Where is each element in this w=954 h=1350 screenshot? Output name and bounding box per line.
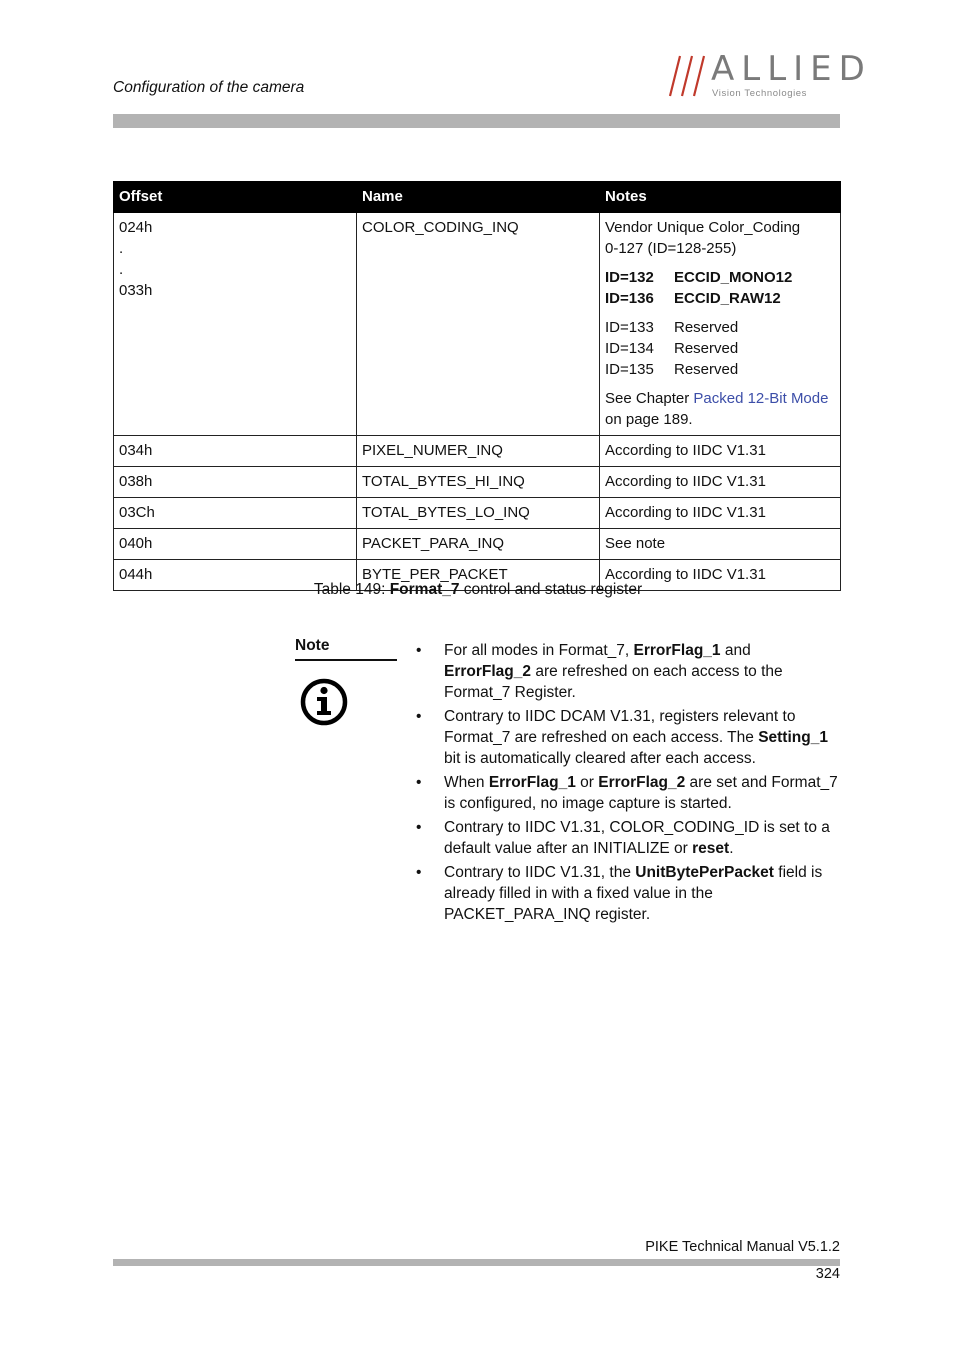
table-row xyxy=(114,436,841,467)
bold-id-row xyxy=(605,288,835,309)
notes-intro-line: 0-127 (ID=128-255) xyxy=(605,240,737,257)
bullet-bold-text: UnitBytePerPacket xyxy=(635,864,774,881)
offset-cell: 044h xyxy=(114,560,357,591)
bullet-bold-text: reset xyxy=(692,840,730,857)
bullet-text: . xyxy=(729,840,734,857)
offset-line: 024h xyxy=(119,219,153,236)
id-code: ID=132 xyxy=(605,269,654,286)
notes-intro xyxy=(605,217,835,259)
reserved-id-row xyxy=(605,359,835,380)
bullet-bold-text: Setting_1 xyxy=(758,729,828,746)
offset-cell xyxy=(114,213,357,436)
bold-id-row xyxy=(605,267,835,288)
see-chapter-suffix: on page 189. xyxy=(605,411,693,428)
chapter-link[interactable]: Packed 12-Bit Mode xyxy=(693,390,829,407)
reserved-id-row xyxy=(605,317,835,338)
notes-cell: See note xyxy=(600,529,841,560)
offset-cell: 034h xyxy=(114,436,357,467)
bullet-dot: • xyxy=(416,774,422,791)
note-rule xyxy=(295,659,397,661)
id-name: ECCID_RAW12 xyxy=(674,290,781,307)
id-name: Reserved xyxy=(674,361,739,378)
bullet-bold-text: ErrorFlag_2 xyxy=(598,774,686,791)
id-name: Reserved xyxy=(674,340,739,357)
notes-cell: According to IIDC V1.31 xyxy=(600,560,841,591)
name-cell: COLOR_CODING_INQ xyxy=(357,213,600,436)
bullet-text: When xyxy=(444,774,489,791)
caption-bold: Format_7 xyxy=(389,581,460,598)
reserved-id-list xyxy=(605,317,835,380)
header-rule xyxy=(113,114,840,128)
note-bullet-list xyxy=(416,640,842,928)
caption-suffix: control and status register xyxy=(459,581,643,598)
name-cell: PIXEL_NUMER_INQ xyxy=(357,436,600,467)
see-chapter xyxy=(605,388,835,430)
notes-cell xyxy=(600,213,841,436)
offset-cell: 038h xyxy=(114,467,357,498)
bullet-text: are set and Format_7 is configured, no image capture is started. xyxy=(444,774,838,812)
bullet-text: Contrary to IIDC V1.31, the xyxy=(444,864,636,881)
bullet-text: and xyxy=(720,642,751,659)
offset-line: 033h xyxy=(119,282,153,299)
notes-intro-line: Vendor Unique Color_Coding xyxy=(605,219,801,236)
table-caption xyxy=(0,581,954,599)
note-bullet-item xyxy=(416,862,842,925)
offset-line: . xyxy=(119,240,124,257)
note-label: Note xyxy=(295,637,330,654)
offset-line: . xyxy=(119,261,124,278)
table-row xyxy=(114,529,841,560)
footer-manual-title: PIKE Technical Manual V5.1.2 xyxy=(645,1239,840,1255)
logo-slashes-icon xyxy=(668,52,712,98)
name-cell: TOTAL_BYTES_HI_INQ xyxy=(357,467,600,498)
bullet-text: or xyxy=(575,774,599,791)
notes-cell: According to IIDC V1.31 xyxy=(600,436,841,467)
bullet-bold-text: ErrorFlag_1 xyxy=(488,774,576,791)
allied-logo xyxy=(668,49,872,102)
name-cell: TOTAL_BYTES_LO_INQ xyxy=(357,498,600,529)
page-header-title: Configuration of the camera xyxy=(113,79,305,96)
id-code: ID=133 xyxy=(605,319,654,336)
caption-prefix: Table 149: xyxy=(313,581,390,598)
bullet-text: field is already filled in with a fixed value in the PACKET_PARA_INQ register. xyxy=(444,864,823,923)
bold-id-list xyxy=(605,267,835,309)
page-number: 324 xyxy=(815,1266,840,1282)
id-name: ECCID_MONO12 xyxy=(674,269,793,286)
note-bullet-item xyxy=(416,772,842,814)
table-row xyxy=(114,498,841,529)
name-cell: BYTE_PER_PACKET xyxy=(357,560,600,591)
bullet-text: For all modes in Format_7, xyxy=(444,642,634,659)
table-header-row xyxy=(114,182,841,213)
header-offset: Offset xyxy=(114,182,357,213)
register-table xyxy=(113,181,841,591)
id-code: ID=134 xyxy=(605,340,654,357)
logo-word: ALLIED xyxy=(711,49,872,89)
table-row xyxy=(114,467,841,498)
bullet-dot: • xyxy=(416,708,422,725)
bullet-bold-text: ErrorFlag_2 xyxy=(444,663,532,680)
id-code: ID=135 xyxy=(605,361,654,378)
note-bullet-item xyxy=(416,640,842,703)
note-bullet-item xyxy=(416,706,842,769)
offset-cell: 040h xyxy=(114,529,357,560)
header-name: Name xyxy=(357,182,600,213)
footer-rule xyxy=(113,1259,840,1266)
name-cell: PACKET_PARA_INQ xyxy=(357,529,600,560)
header-notes: Notes xyxy=(600,182,841,213)
bullet-text: Contrary to IIDC DCAM V1.31, registers relevant to Format_7 are refreshed on each access. The xyxy=(444,708,796,746)
table-row xyxy=(114,213,841,436)
bullet-dot: • xyxy=(416,642,422,659)
notes-cell: According to IIDC V1.31 xyxy=(600,467,841,498)
id-name: Reserved xyxy=(674,319,739,336)
bullet-text: Contrary to IIDC V1.31, COLOR_CODING_ID is set to a default value after an INITIALIZE or xyxy=(444,819,830,857)
notes-cell: According to IIDC V1.31 xyxy=(600,498,841,529)
logo-subtitle: Vision Technologies xyxy=(712,88,808,99)
see-chapter-prefix: See Chapter xyxy=(605,390,694,407)
note-bullet-item xyxy=(416,817,842,859)
reserved-id-row xyxy=(605,338,835,359)
bullet-dot: • xyxy=(416,819,422,836)
id-code: ID=136 xyxy=(605,290,654,307)
bullet-text: are refreshed on each access to the Format_7 Register. xyxy=(444,663,783,701)
bullet-text: bit is automatically cleared after each access. xyxy=(444,750,756,767)
offset-cell: 03Ch xyxy=(114,498,357,529)
bullet-bold-text: ErrorFlag_1 xyxy=(633,642,721,659)
info-icon xyxy=(300,678,348,726)
bullet-dot: • xyxy=(416,864,422,881)
